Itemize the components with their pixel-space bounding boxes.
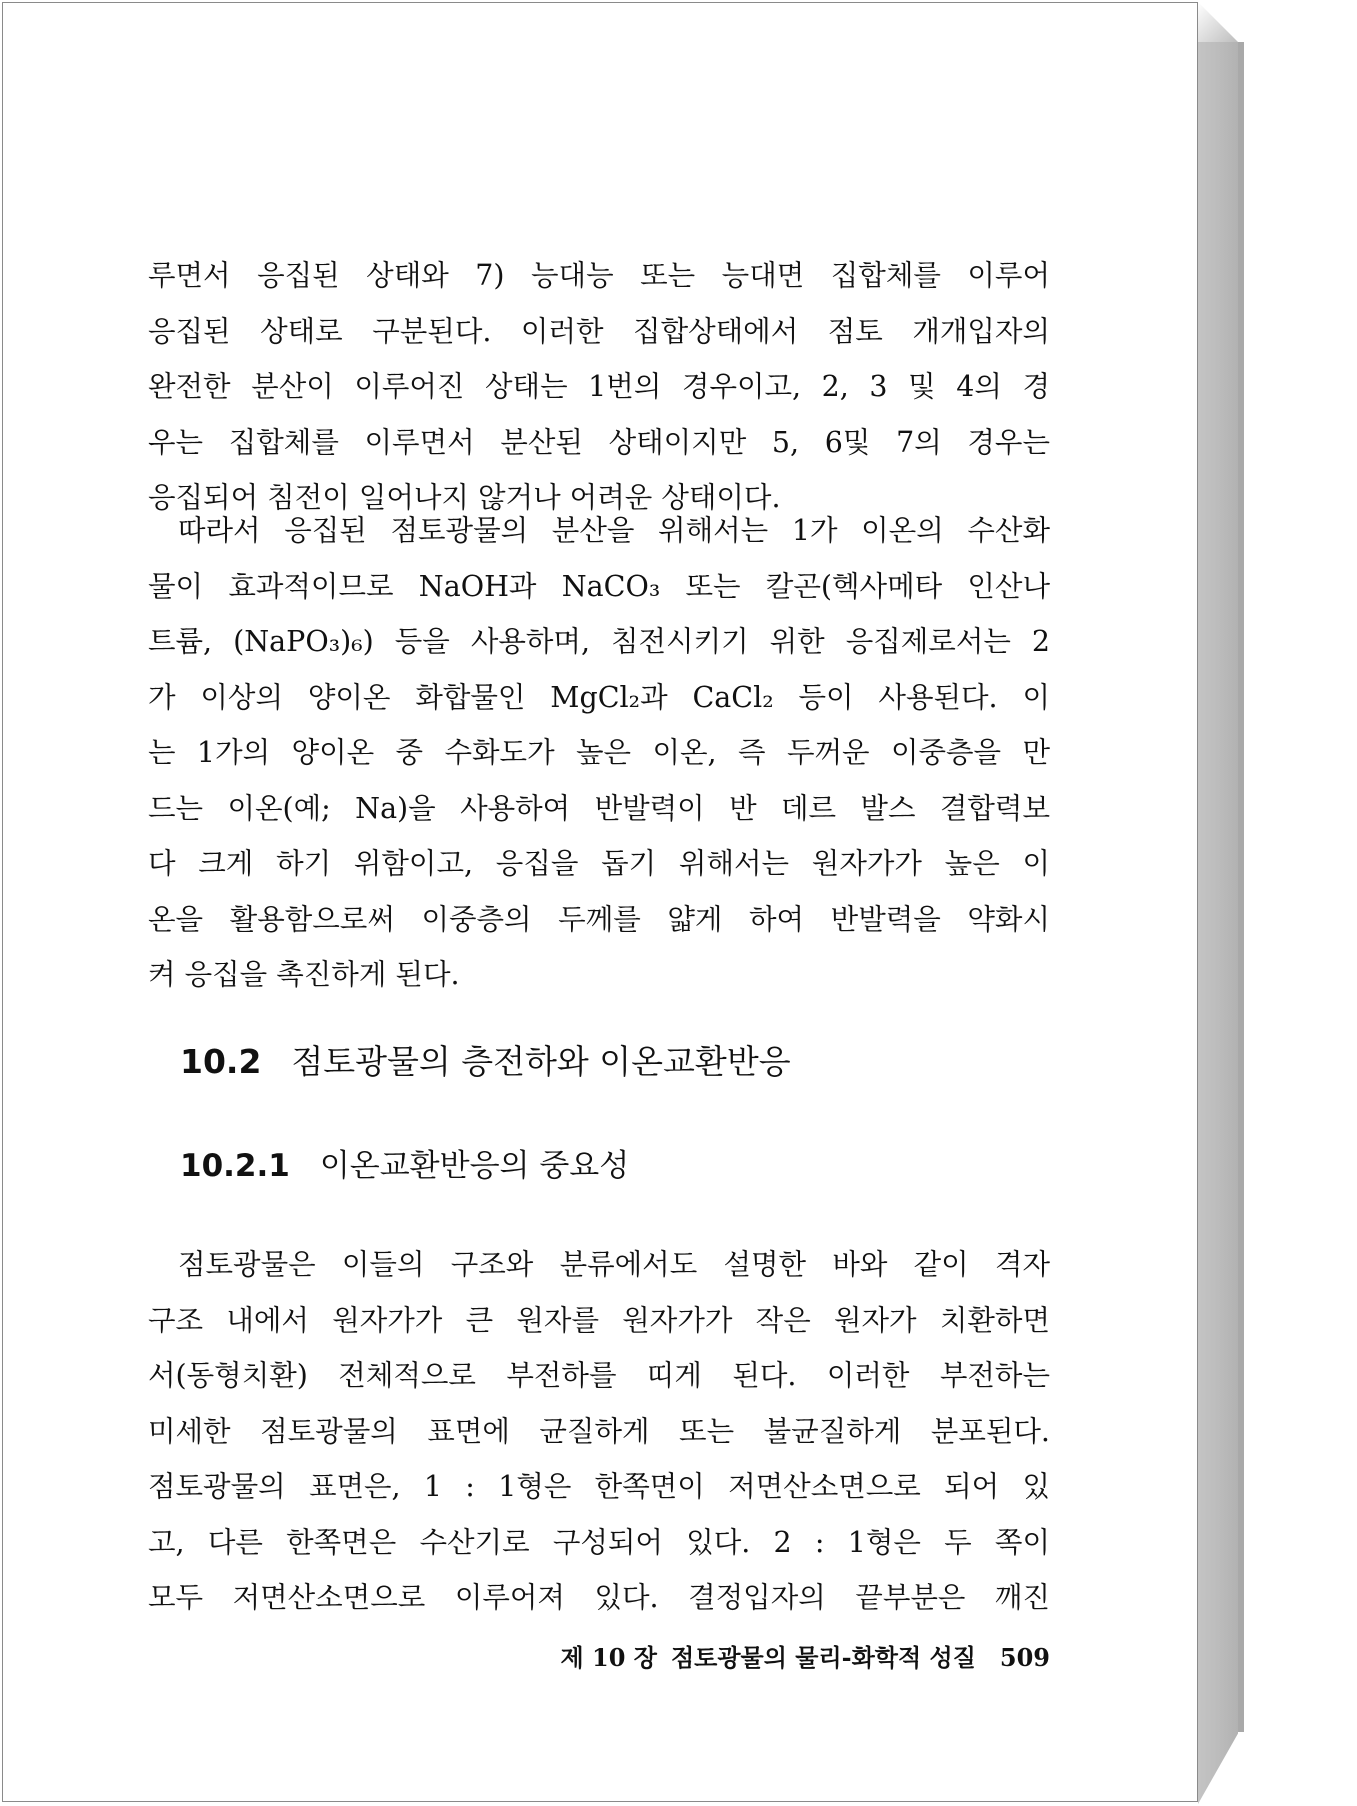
paragraph-1: [148, 248, 1050, 526]
section-heading: [180, 1036, 791, 1083]
subsection-number: 10.2.1: [180, 1148, 290, 1184]
text-line: 드는 이온(예; Na)을 사용하여 반발력이 반 데르 발스 결합력보: [148, 791, 1050, 825]
text-line: 다 크게 하기 위함이고, 응집을 돕기 위해서는 원자가가 높은 이: [148, 847, 1050, 880]
text-line: 점토광물의 표면은, 1 : 1형은 한쪽면이 저면산소면으로 되어 있: [148, 1470, 1050, 1503]
text-line: 완전한 분산이 이루어진 상태는 1번의 경우이고, 2, 3 및 4의 경: [148, 370, 1050, 403]
page-number: 509: [999, 1643, 1050, 1672]
text-line: 점토광물은 이들의 구조와 분류에서도 설명한 바와 같이 격자: [178, 1248, 1050, 1281]
section-title: 점토광물의 층전하와 이온교환반응: [291, 1042, 791, 1081]
footer-title: 점토광물의 물리-화학적 성질: [671, 1643, 976, 1672]
text-line: 고, 다른 한쪽면은 수산기로 구성되어 있다. 2 : 1형은 두 쪽이: [148, 1525, 1050, 1559]
text-line: 모두 저면산소면으로 이루어져 있다. 결정입자의 끝부분은 깨진: [148, 1581, 1050, 1614]
book-spine-corner: [1198, 2, 1238, 42]
text-line: 가 이상의 양이온 화합물인 MgCl₂과 CaCl₂ 등이 사용된다. 이: [148, 680, 1050, 714]
page-footer: [510, 1638, 1050, 1673]
paragraph-2: [148, 503, 1050, 1003]
footer-chapter: 제 10 장: [560, 1643, 657, 1672]
text-line: 따라서 응집된 점토광물의 분산을 위해서는 1가 이온의 수산화: [178, 514, 1050, 547]
text-line: 구조 내에서 원자가가 큰 원자를 원자가가 작은 원자가 치환하면: [148, 1303, 1050, 1337]
text-line: 응집되어 침전이 일어나지 않거나 어려운 상태이다.: [148, 481, 781, 514]
text-line: 루면서 응집된 상태와 7) 능대능 또는 능대면 집합체를 이루어: [148, 259, 1050, 292]
book-spine: [1198, 42, 1238, 1804]
subsection-heading: [180, 1140, 629, 1185]
text-line: 미세한 점토광물의 표면에 균질하게 또는 불균질하게 분포된다.: [148, 1414, 1050, 1448]
text-line: 서(동형치환) 전체적으로 부전하를 띠게 된다. 이러한 부전하는: [148, 1359, 1050, 1392]
section-number: 10.2: [180, 1042, 262, 1081]
subsection-title: 이온교환반응의 중요성: [319, 1148, 630, 1184]
text-line: 우는 집합체를 이루면서 분산된 상태이지만 5, 6및 7의 경우는: [148, 425, 1050, 459]
text-line: 켜 응집을 촉진하게 된다.: [148, 958, 460, 991]
text-line: 트륨, (NaPO₃)₆) 등을 사용하며, 침전시키기 위한 응집제로서는 2: [148, 625, 1050, 658]
page-edge: [1238, 42, 1244, 1732]
paragraph-3: [148, 1237, 1050, 1626]
text-line: 응집된 상태로 구분된다. 이러한 집합상태에서 점토 개개입자의: [148, 314, 1050, 348]
text-line: 는 1가의 양이온 중 수화도가 높은 이온, 즉 두꺼운 이중층을 만: [148, 736, 1050, 769]
text-line: 물이 효과적이므로 NaOH과 NaCO₃ 또는 칼곤(헥사메타 인산나: [148, 569, 1050, 603]
text-line: 온을 활용함으로써 이중층의 두께를 얇게 하여 반발력을 약화시: [148, 902, 1050, 936]
